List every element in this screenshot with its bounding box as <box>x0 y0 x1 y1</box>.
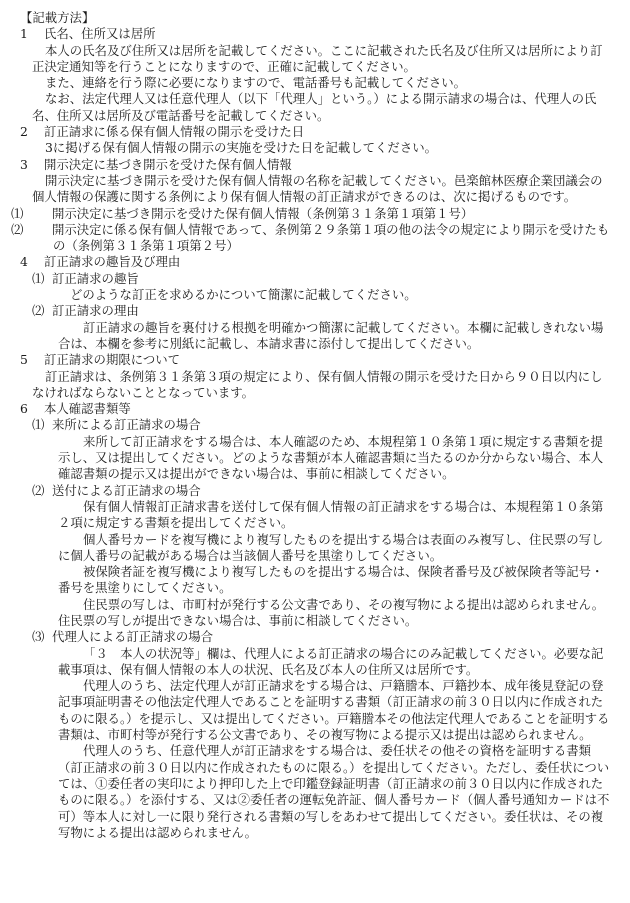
section-2-paragraph: 3に掲げる保有個人情報の開示の実施を受けた日を記載してください。 <box>45 140 437 156</box>
section-title: 本人確認書類等 <box>44 401 131 417</box>
section-number: 6 <box>20 401 28 417</box>
subsection-paragraph: 住民票の写しは、市町村が発行する公文書であり、その複写物による提出は認められません。住民票の写しが提出できない場合は、事前に相談してください。 <box>58 596 605 628</box>
item-text: 開示決定に係る保有個人情報であって、条例第２９条第１項の他の法令の規定により開示を受けたもの（条例第３１条第１項第２号） <box>52 221 610 254</box>
section-number: 1 <box>20 26 28 42</box>
section-3-item <box>11 221 610 255</box>
section-title: 氏名、住所又は居所 <box>44 26 156 42</box>
subsection-paragraph: 保有個人情報訂正請求書を送付して保有個人情報の訂正請求をする場合は、本規程第１０条第２項に規定する書類を提出してください。 <box>58 498 604 531</box>
section-5-paragraph: 訂正請求は、条例第３１条第３項の規定により、保有個人情報の開示を受けた日から９０日以内にしなければならないこととなっています。 <box>32 368 603 400</box>
subsection-title: 訂正請求の趣旨 <box>52 270 139 286</box>
subsection-heading <box>20 303 610 319</box>
section-3-heading <box>20 157 610 173</box>
item-number: ⑵ <box>11 221 24 237</box>
section-3-paragraph: 開示決定に基づき開示を受けた保有個人情報の名称を記載してください。邑楽館林医療企業団議会の個人情報の保護に関する条例により保有個人情報の訂正請求ができるのは、次に掲げるものです。 <box>32 172 603 205</box>
item-number: ⑵ <box>32 303 45 319</box>
section-5-heading <box>20 352 610 368</box>
subsection-title: 送付による訂正請求の場合 <box>52 482 201 498</box>
subsection-title: 代理人による訂正請求の場合 <box>52 629 214 645</box>
item-number: ⑴ <box>11 205 24 221</box>
section-1-heading <box>20 26 610 42</box>
section-title: 開示決定に基づき開示を受けた保有個人情報 <box>44 156 292 172</box>
section-1-paragraph: 本人の氏名及び住所又は居所を記載してください。ここに記載された氏名及び住所又は居所により訂正決定通知等を行うことになりますので、正確に記載してください。 <box>32 42 603 74</box>
subsection-title: 来所による訂正請求の場合 <box>52 417 201 433</box>
section-4-heading <box>20 254 610 270</box>
subsection-title: 訂正請求の理由 <box>52 303 139 319</box>
item-number: ⑵ <box>32 482 45 498</box>
subsection-heading <box>20 629 610 645</box>
section-number: 3 <box>20 156 28 172</box>
item-number: ⑴ <box>32 417 45 433</box>
section-6-heading <box>20 401 610 417</box>
section-number: 5 <box>20 352 28 368</box>
section-number: 2 <box>20 124 28 140</box>
section-1-paragraph: また、連絡を行う際に必要になりますので、電話番号も記載してください。 <box>45 75 467 91</box>
subsection-paragraph: 来所して訂正請求をする場合は、本人確認のため、本規程第１０条第１項に規定する書類を提示し、又は提出してください。どのような書類が本人確認書類に当たるのか分からない場合、本人確認書類の提示又は提出ができない場合は、事前に相談してください。 <box>58 433 604 482</box>
page-title: 【記載方法】 <box>20 10 95 25</box>
section-number: 4 <box>20 254 28 270</box>
subsection-paragraph: 「３ 本人の状況等」欄は、代理人による訂正請求の場合にのみ記載してください。必要な記載事項は、保有個人情報の本人の状況、氏名及び本人の住所又は居所です。 <box>58 645 604 677</box>
section-2-heading <box>20 124 610 140</box>
subsection-heading <box>20 483 610 499</box>
item-text: 開示決定に基づき開示を受けた保有個人情報（条例第３１条第１項第１号） <box>52 205 474 221</box>
subsection-heading <box>20 417 610 433</box>
subsection-heading <box>20 271 610 287</box>
subsection-paragraph: 代理人のうち、法定代理人が訂正請求をする場合は、戸籍謄本、戸籍抄本、成年後見登記の登記事項証明書その他法定代理人であることを証明する書類（訂正請求の前３０日以内に作成されたものに限る。）を提示し、又は提出してください。戸籍謄本その他法定代理人であることを証明する書類は、市町村等が発行する公文書であり、その複写物による提示又は提出は認められません。 <box>58 678 610 743</box>
section-title: 訂正請求の趣旨及び理由 <box>44 254 181 270</box>
section-title: 訂正請求の期限について <box>44 352 181 368</box>
subsection-paragraph: 訂正請求の趣旨を裏付ける根拠を明確かつ簡潔に記載してください。本欄に記載しきれない場合は、本欄を参考に別紙に記載し、本請求書に添付して提出してください。 <box>58 319 604 351</box>
item-number: ⑶ <box>32 629 45 645</box>
subsection-paragraph: 被保険者証を複写機により複写したものを提出する場合は、保険者番号及び被保険者等記号・番号を黒塗りにしてください。 <box>58 564 604 596</box>
subsection-paragraph: どのような訂正を求めるかについて簡潔に記載してください。 <box>70 287 417 303</box>
subsection-paragraph: 代理人のうち、任意代理人が訂正請求をする場合は、委任状その他その資格を証明する書類（訂正請求の前３０日以内に作成されたものに限る。）を提出してください。ただし、委任状については、①委任者の実印により押印した上で印鑑登録証明書（訂正請求の前３０日以内に作成されたものに限る。）を添付する、又は②委任者の運転免許証、個人番号カード（個人番号通知カードは不可）等本人に対し一に限り発行される書類の写しをあわせて提出してください。委任状は、その複写物による提出は認められません。 <box>58 743 610 840</box>
item-number: ⑴ <box>32 270 45 286</box>
section-1-paragraph: なお、法定代理人又は任意代理人（以下「代理人」という。）による開示請求の場合は、代理人の氏名、住所又は居所及び電話番号を記載してください。 <box>32 91 597 123</box>
section-3-item <box>11 205 610 222</box>
section-title: 訂正請求に係る保有個人情報の開示を受けた日 <box>44 124 305 140</box>
subsection-paragraph: 個人番号カードを複写機により複写したものを提出する場合は表面のみ複写し、住民票の写しに個人番号の記載がある場合は当該個人番号を黒塗りしてください。 <box>58 531 604 563</box>
